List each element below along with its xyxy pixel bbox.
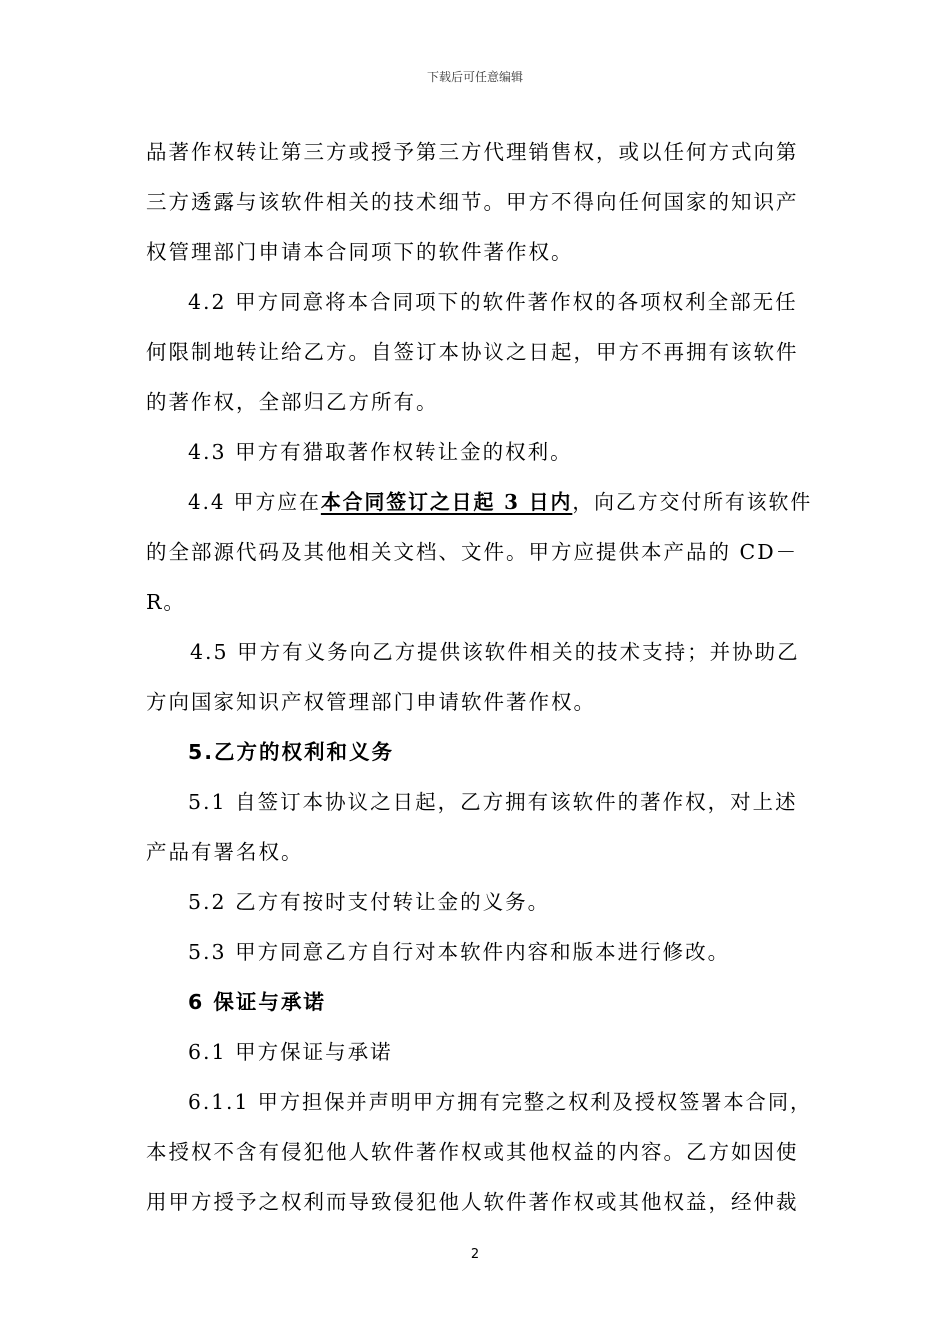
- clause-4-2: 4.2 甲方同意将本合同项下的软件著作权的各项权利全部无任: [188, 290, 798, 314]
- clause-5-1: 5.1 自签订本协议之日起，乙方拥有该软件的著作权，对上述: [188, 790, 798, 814]
- paragraph-line: 品著作权转让第三方或授予第三方代理销售权，或以任何方式向第: [146, 140, 799, 164]
- paragraph-line: 三方透露与该软件相关的技术细节。甲方不得向任何国家的知识产: [146, 190, 799, 214]
- paragraph-line: 权管理部门申请本合同项下的软件著作权。: [146, 240, 574, 264]
- clause-4-4: [188, 488, 812, 516]
- section-heading-5: 5.乙方的权利和义务: [188, 740, 395, 764]
- page-header: 下载后可任意编辑: [426, 70, 523, 84]
- section-heading-6: 6 保证与承诺: [188, 990, 326, 1014]
- clause-6-1-1: 6.1.1 甲方担保并声明甲方拥有完整之权利及授权签署本合同，: [188, 1090, 813, 1114]
- page-number: 2: [470, 1247, 480, 1262]
- deadline-emphasis: 本合同签订之日起 3 日内: [320, 490, 573, 514]
- clause-5-2: 5.2 乙方有按时支付转让金的义务。: [188, 890, 551, 914]
- clause-4-5: 4.5 甲方有义务向乙方提供该软件相关的技术支持；并协助乙: [190, 640, 800, 664]
- clause-4-4-prefix: 4.4 甲方应在: [188, 490, 321, 514]
- clause-4-3: 4.3 甲方有猎取著作权转让金的权利。: [188, 440, 573, 464]
- paragraph-line: 本授权不含有侵犯他人软件著作权或其他权益的内容。乙方如因使: [146, 1140, 799, 1164]
- paragraph-line: 的著作权，全部归乙方所有。: [146, 390, 439, 414]
- clause-4-4-suffix: ，向乙方交付所有该软件: [572, 490, 813, 514]
- paragraph-line: 方向国家知识产权管理部门申请软件著作权。: [146, 690, 596, 714]
- clause-6-1: 6.1 甲方保证与承诺: [188, 1040, 393, 1064]
- paragraph-line: 的全部源代码及其他相关文档、文件。甲方应提供本产品的 CD－: [146, 540, 799, 564]
- paragraph-line: 何限制地转让给乙方。自签订本协议之日起，甲方不再拥有该软件: [146, 340, 799, 364]
- paragraph-line: 用甲方授予之权利而导致侵犯他人软件著作权或其他权益，经仲裁: [146, 1190, 799, 1214]
- paragraph-line: R。: [146, 590, 186, 614]
- paragraph-line: 产品有署名权。: [146, 840, 304, 864]
- clause-5-3: 5.3 甲方同意乙方自行对本软件内容和版本进行修改。: [188, 940, 731, 964]
